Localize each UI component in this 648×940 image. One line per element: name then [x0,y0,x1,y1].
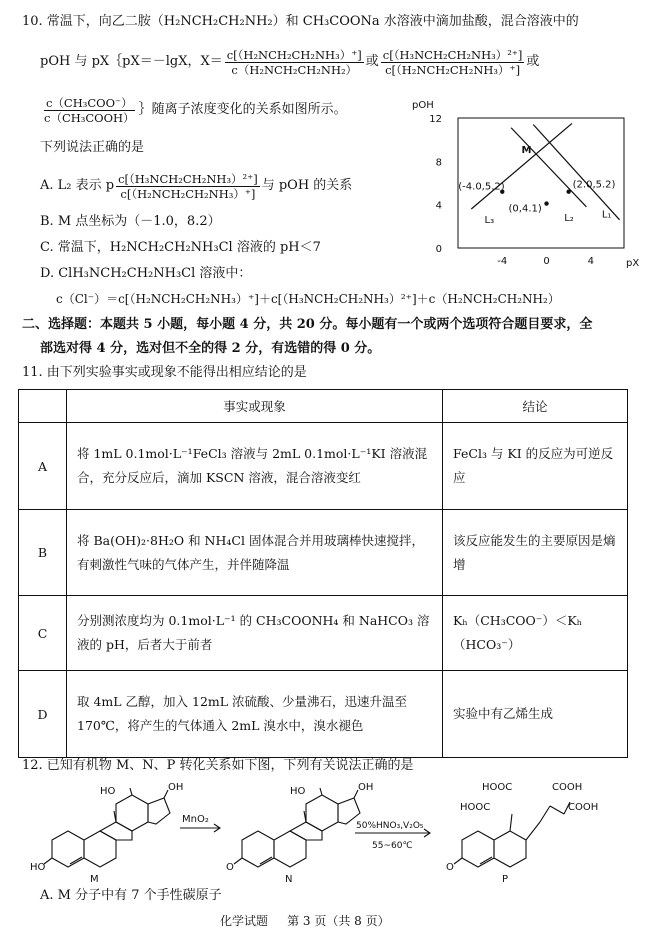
q11-row-option: A [19,423,67,510]
q11-row-conclusion: 实验中有乙烯生成 [443,671,628,758]
q11-header-fact: 事实或现象 [67,390,443,423]
q10-stem-text-3: ｝随离子浓度变化的关系如图所示。 [138,102,347,117]
q11-table-header [19,390,628,423]
molecule-m-skeleton [44,788,170,867]
q11-row-fact: 将 Ba(OH)₂·8H₂O 和 NH₄Cl 固体混合并用玻璃棒快速搅拌，有刺激性气味的气体产生，并伴随降温 [67,510,443,596]
p-carboxyl-3: HOOC [460,802,491,813]
q10-option-a-den: c[（H₂NCH₂CH₂NH₃）⁺] [120,186,256,201]
q10-stem-line1: 10. 常温下，向乙二胺（H₂NCH₂CH₂NH₂）和 CH₃COONa 水溶液中滴加盐酸，混合溶液中的 [22,14,579,29]
m-hydroxyl-right: OH [168,782,184,793]
q11-row-option: C [19,596,67,671]
q10-option-c[interactable]: C. 常温下，H₂NCH₂CH₂NH₃Cl 溶液的 pH＜7 [40,240,321,255]
q10-option-a[interactable] [40,168,352,204]
chart-series-label: L₃ [484,215,495,227]
q10-option-b[interactable]: B. M 点坐标为（－1.0，8.2） [40,214,221,229]
q10-fraction-1-num: c[（H₂NCH₂CH₂NH₃）⁺] [226,47,362,62]
q11-row-d[interactable] [19,671,628,758]
q12-stem: 12. 已知有机物 M、N、P 转化关系如下图，下列有关说法正确的是 [22,758,414,773]
q11-row-b[interactable] [19,510,628,596]
chart-series-line [471,123,572,209]
q10-chart [410,96,640,276]
section2-header-line1: 二、选择题：本题共 5 小题，每小题 4 分，共 20 分。每小题有一个或两个选项符合题目要求，全 [22,317,593,332]
p-carboxyl-4: COOH [568,802,599,813]
q11-stem: 11. 由下列实验事实或现象不能得出相应结论的是 [22,365,307,380]
q11-row-a[interactable] [19,423,628,510]
footer-page: 第 3 页（共 8 页） [287,914,390,928]
chart-y-tick-label: 8 [435,157,442,169]
chart-y-tick-label: 4 [435,200,442,212]
q10-option-a-pre: A. L₂ 表示 p [40,178,115,193]
reagent-mno2: MnO₂ [182,814,209,825]
q10-option-d[interactable]: D. ClH₃NCH₂CH₂NH₃Cl 溶液中： [40,266,252,281]
q10-fraction-2 [381,48,525,77]
q10-fraction-1 [225,48,364,77]
q10-fraction-3 [42,96,137,125]
q11-row-conclusion: FeCl₃ 与 KI 的反应为可逆反应 [443,423,628,510]
q10-fraction-3-num: c（CH₃COO⁻） [45,95,133,110]
chart-x-tick-label: 4 [587,256,594,267]
q10-fraction-2-num: c[（H₃NCH₂CH₂NH₃）²⁺] [382,47,523,62]
q10-or-2: 或 [526,54,540,69]
chart-x-tick-label: -4 [497,256,508,267]
p-label: P [502,874,509,885]
chart-series-label: L₂ [564,212,574,224]
q11-row-option: D [19,671,67,758]
p-ketone: O [446,862,454,873]
m-label: M [90,874,99,885]
q11-header-conclusion: 结论 [443,390,628,423]
q10-fraction-1-den: c（H₂NCH₂CH₂NH₂） [231,62,358,77]
chart-data-point [566,189,570,193]
q10-prompt: 下列说法正确的是 [40,140,145,155]
q11-header-option [19,390,67,423]
chart-point-label: (2.0,5.2) [572,179,616,191]
q10-or-1: 或 [365,54,379,69]
q11-row-fact: 取 4mL 乙醇，加入 12mL 浓硫酸、少量沸石，迅速升温至 170℃，将产生的气体通入 2mL 溴水中，溴水褪色 [67,671,443,758]
q11-row-c[interactable] [19,596,628,671]
m-hydroxyl-left: HO [30,862,46,873]
q11-table [18,389,628,758]
q10-option-a-post: 与 pOH 的关系 [261,178,353,193]
n-hydroxyl-top: HO [290,786,306,797]
q12-reaction-scheme [30,778,620,886]
q12-option-a[interactable]: A. M 分子中有 7 个手性碳原子 [40,888,222,903]
chart-x-tick-label: 0 [543,256,550,267]
q11-row-conclusion: Kₕ（CH₃COO⁻）＜Kₕ（HCO₃⁻） [443,596,628,671]
section2-header-line2: 部选对得 4 分，选对但不全的得 2 分，有选错的得 0 分。 [40,341,381,356]
q11-row-option: B [19,510,67,596]
n-hydroxyl-right: OH [358,782,374,793]
p-carboxyl-2: COOH [552,782,583,793]
n-label: N [285,874,293,885]
chart-y-axis-label: pOH [412,100,434,111]
q10-fraction-3-den: c（CH₃COOH） [44,110,135,125]
reagent-hno3: 50%HNO₃,V₂O₅ [356,821,424,831]
chart-point-label: (0,4.1) [508,203,542,215]
chart-x-axis-label: pX [626,258,640,269]
q10-stem-line2 [40,42,539,82]
q11-row-fact: 分别测浓度均为 0.1mol·L⁻¹ 的 CH₃COONH₄ 和 NaHCO₃ 溶液的 pH，后者大于前者 [67,596,443,671]
footer [220,913,390,929]
m-hydroxyl-top: HO [100,786,116,797]
footer-subject: 化学试题 [220,914,269,928]
q10-option-a-fraction [116,172,260,201]
molecule-n-skeleton [234,788,360,867]
chart-point-label: (-4.0,5.2) [458,181,505,193]
chart-y-tick-label: 12 [429,114,442,125]
q10-fraction-2-den: c[（H₂NCH₂CH₂NH₃）⁺] [385,62,521,77]
chart-y-tick-label: 0 [435,244,442,255]
q10-option-a-num: c[（H₃NCH₂CH₂NH₃）²⁺] [118,171,258,186]
q11-row-conclusion: 该反应能发生的主要原因是熵增 [443,510,628,596]
q10-stem-text: pOH 与 pX｛pX＝－lgX，X＝ [40,54,223,69]
q10-option-d-equation: c（Cl⁻）＝c[（H₂NCH₂CH₂NH₃）⁺]＋c[（H₃NCH₂CH₂NH₃）²⁺]＋c（H₂NCH₂CH₂NH₂） [56,292,560,306]
chart-series-label: L₁ [601,209,612,221]
chart-series-line [511,128,586,207]
p-carboxyl-1: HOOC [482,782,513,793]
q10-stem-line3 [40,92,347,128]
chart-data-point [544,201,548,205]
n-ketone: O [226,862,234,873]
reagent-temperature: 55~60℃ [372,841,413,851]
q11-row-fact: 将 1mL 0.1mol·L⁻¹FeCl₃ 溶液与 2mL 0.1mol·L⁻¹KI 溶液混合，充分反应后，滴加 KSCN 溶液，混合溶液变红 [67,423,443,510]
chart-point-label: M [521,145,532,157]
